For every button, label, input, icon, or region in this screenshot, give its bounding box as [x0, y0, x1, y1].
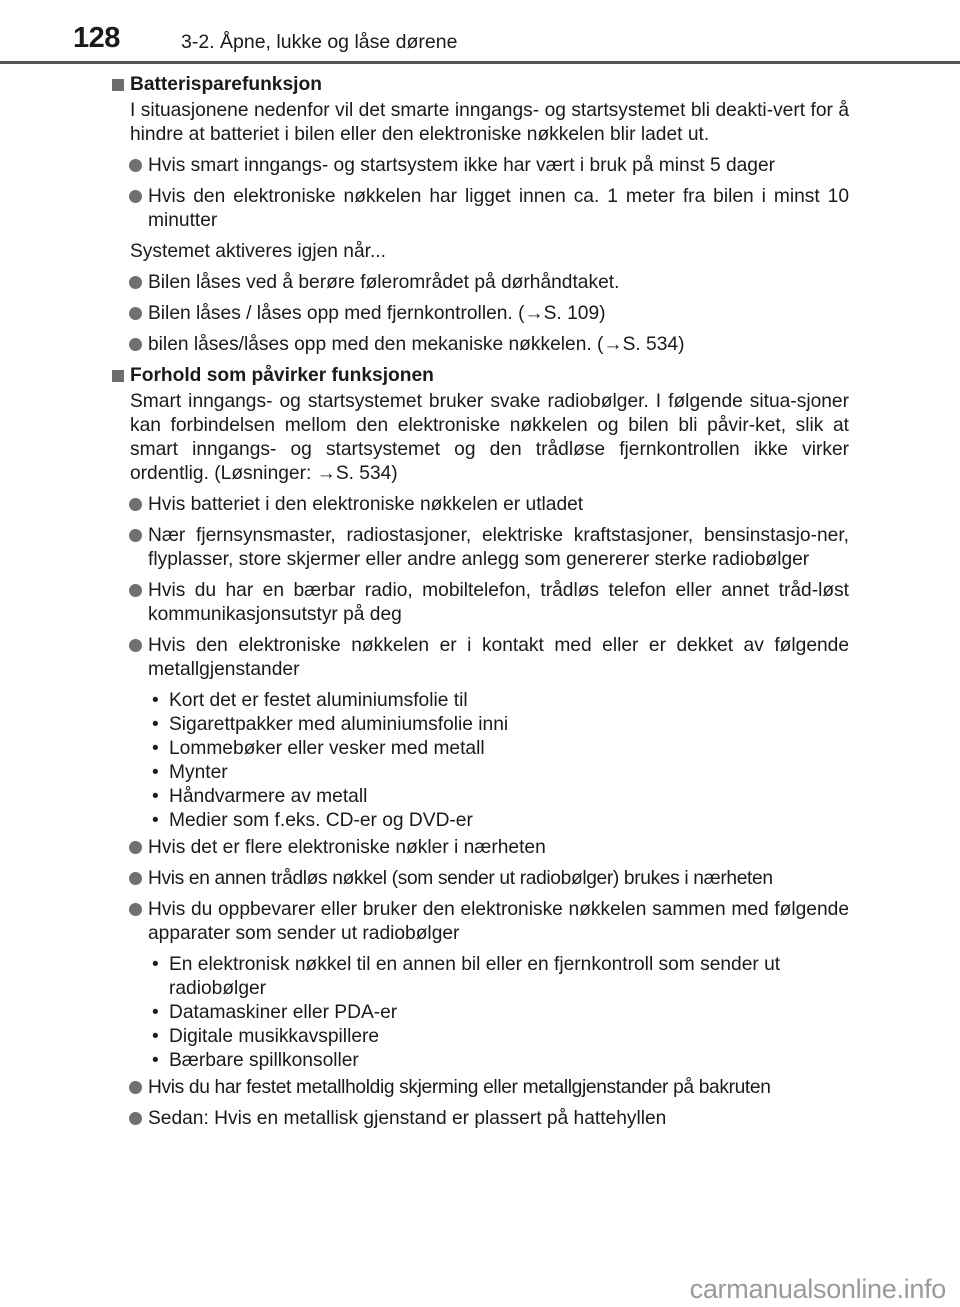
page-number: 128 [73, 22, 120, 54]
list-item [112, 1107, 849, 1131]
circle-bullet-icon [129, 903, 142, 916]
page-header [0, 0, 960, 64]
list-item [112, 634, 849, 682]
list-item [112, 154, 849, 178]
bullet-marker: • [152, 738, 159, 759]
bullet-marker: • [152, 1002, 159, 1023]
sub-list [148, 689, 849, 833]
bullet-marker: • [152, 762, 159, 783]
list-item [112, 1076, 849, 1100]
sub-list-item-text: Datamaskiner eller PDA-er [169, 1002, 398, 1023]
circle-bullet-icon [129, 841, 142, 854]
list-item [112, 271, 849, 295]
sub-list-item [148, 785, 849, 809]
sub-list-item-text: Medier som f.eks. CD-er og DVD-er [169, 810, 473, 831]
list-item [112, 493, 849, 517]
list-item-text: Hvis du har en bærbar radio, mobiltelefon, trådløs telefon eller annet tråd-løst kommunikasjonsutstyr på deg [148, 580, 849, 625]
sub-list-item-text: Digitale musikkavspillere [169, 1026, 380, 1047]
square-bullet-icon [112, 79, 124, 91]
list-item-text: Nær fjernsynsmaster, radiostasjoner, elektriske kraftstasjoner, bensinstasjo-ner, flyplasser, store skjermer eller andre anlegg som genererer sterke radiobølger [148, 525, 849, 570]
section-intro: I situasjonene nedenfor vil det smarte inngangs- og startsystemet bli deakti-vert for å hindre at batteriet i bilen eller den elektroniske nøkkelen blir ladet ut. [130, 100, 849, 145]
circle-bullet-icon [129, 1081, 142, 1094]
bullet-marker: • [152, 786, 159, 807]
square-bullet-icon [112, 370, 124, 382]
sub-list-item [148, 761, 849, 785]
list-item-text: Hvis du har festet metallholdig skjerming eller metallgjenstander på bakruten [148, 1077, 771, 1098]
sub-list-item-text: Sigarettpakker med aluminiumsfolie inni [169, 714, 509, 735]
circle-bullet-icon [129, 190, 142, 203]
circle-bullet-icon [129, 584, 142, 597]
section-title: Forhold som påvirker funksjonen [130, 365, 434, 386]
circle-bullet-icon [129, 307, 142, 320]
sub-list-item [148, 1001, 849, 1025]
list-item [112, 836, 849, 860]
header-rule [0, 61, 960, 64]
chapter-title: 3-2. Åpne, lukke og låse dørene [181, 31, 458, 53]
list-item-text: bilen låses/låses opp med den mekaniske nøkkelen. (→S. 534) [148, 334, 685, 355]
list-item [112, 524, 849, 572]
sub-list-item-text: Håndvarmere av metall [169, 786, 368, 807]
sub-list-item-text: Lommebøker eller vesker med metall [169, 738, 485, 759]
sub-list-item [148, 1025, 849, 1049]
section-affecting-conditions [112, 364, 849, 1131]
circle-bullet-icon [129, 338, 142, 351]
section-mid-text: Systemet aktiveres igjen når... [130, 241, 386, 262]
list-item-text: Hvis smart inngangs- og startsystem ikke har vært i bruk på minst 5 dager [148, 155, 776, 176]
section-heading [112, 73, 849, 97]
sub-list-item-text: Kort det er festet aluminiumsfolie til [169, 690, 468, 711]
sub-list-item [148, 809, 849, 833]
list-item-text: Hvis batteriet i den elektroniske nøkkelen er utladet [148, 494, 584, 515]
list-item-text: Hvis en annen trådløs nøkkel (som sender ut radiobølger) brukes i nærheten [148, 868, 773, 889]
section-heading [112, 364, 849, 388]
bullet-marker: • [152, 810, 159, 831]
list-item [112, 898, 849, 946]
list-item-text: Bilen låses / låses opp med fjernkontrollen. (→S. 109) [148, 303, 606, 324]
sub-list-item-text: En elektronisk nøkkel til en annen bil eller en fjernkontroll som sender ut radiobølger [169, 954, 781, 999]
circle-bullet-icon [129, 276, 142, 289]
list-item [112, 333, 849, 357]
list-item-text: Hvis du oppbevarer eller bruker den elektroniske nøkkelen sammen med følgende apparater som sender ut radiobølger [148, 899, 849, 944]
bullet-marker: • [152, 1026, 159, 1047]
circle-bullet-icon [129, 498, 142, 511]
sub-list-item [148, 713, 849, 737]
list-item [112, 302, 849, 326]
bullet-marker: • [152, 714, 159, 735]
sub-list [148, 953, 849, 1073]
circle-bullet-icon [129, 159, 142, 172]
sub-list-item [148, 737, 849, 761]
list-item [112, 867, 849, 891]
bullet-marker: • [152, 1050, 159, 1071]
circle-bullet-icon [129, 529, 142, 542]
circle-bullet-icon [129, 639, 142, 652]
list-item [112, 185, 849, 233]
list-item-text: Bilen låses ved å berøre følerområdet på dørhåndtaket. [148, 272, 620, 293]
list-item-text: Hvis det er flere elektroniske nøkler i nærheten [148, 837, 546, 858]
section-title: Batterisparefunksjon [130, 74, 322, 95]
page-body [112, 73, 849, 1138]
bullet-marker: • [152, 690, 159, 711]
watermark: carmanualsonline.info [689, 1274, 946, 1304]
sub-list-item-text: Bærbare spillkonsoller [169, 1050, 359, 1071]
section-battery-saver [112, 73, 849, 357]
circle-bullet-icon [129, 1112, 142, 1125]
circle-bullet-icon [129, 872, 142, 885]
sub-list-item [148, 689, 849, 713]
sub-list-item [148, 953, 849, 1001]
sub-list-item-text: Mynter [169, 762, 228, 783]
list-item [112, 579, 849, 627]
sub-list-item [148, 1049, 849, 1073]
section-intro: Smart inngangs- og startsystemet bruker svake radiobølger. I følgende situa-sjoner kan forbindelsen mellom den elektroniske nøkkelen og bilen bli påvir-ket, slik at smart inngangs- og startsystemet og den trådløse fjernkontrollen ikke virker ordentlig. (Løsninger: →S. 534) [130, 391, 849, 484]
list-item-text: Hvis den elektroniske nøkkelen har ligget innen ca. 1 meter fra bilen i minst 10 minutter [148, 186, 849, 231]
bullet-marker: • [152, 954, 159, 975]
list-item-text: Sedan: Hvis en metallisk gjenstand er plassert på hattehyllen [148, 1108, 667, 1129]
list-item-text: Hvis den elektroniske nøkkelen er i kontakt med eller er dekket av følgende metallgjenstander [148, 635, 849, 680]
